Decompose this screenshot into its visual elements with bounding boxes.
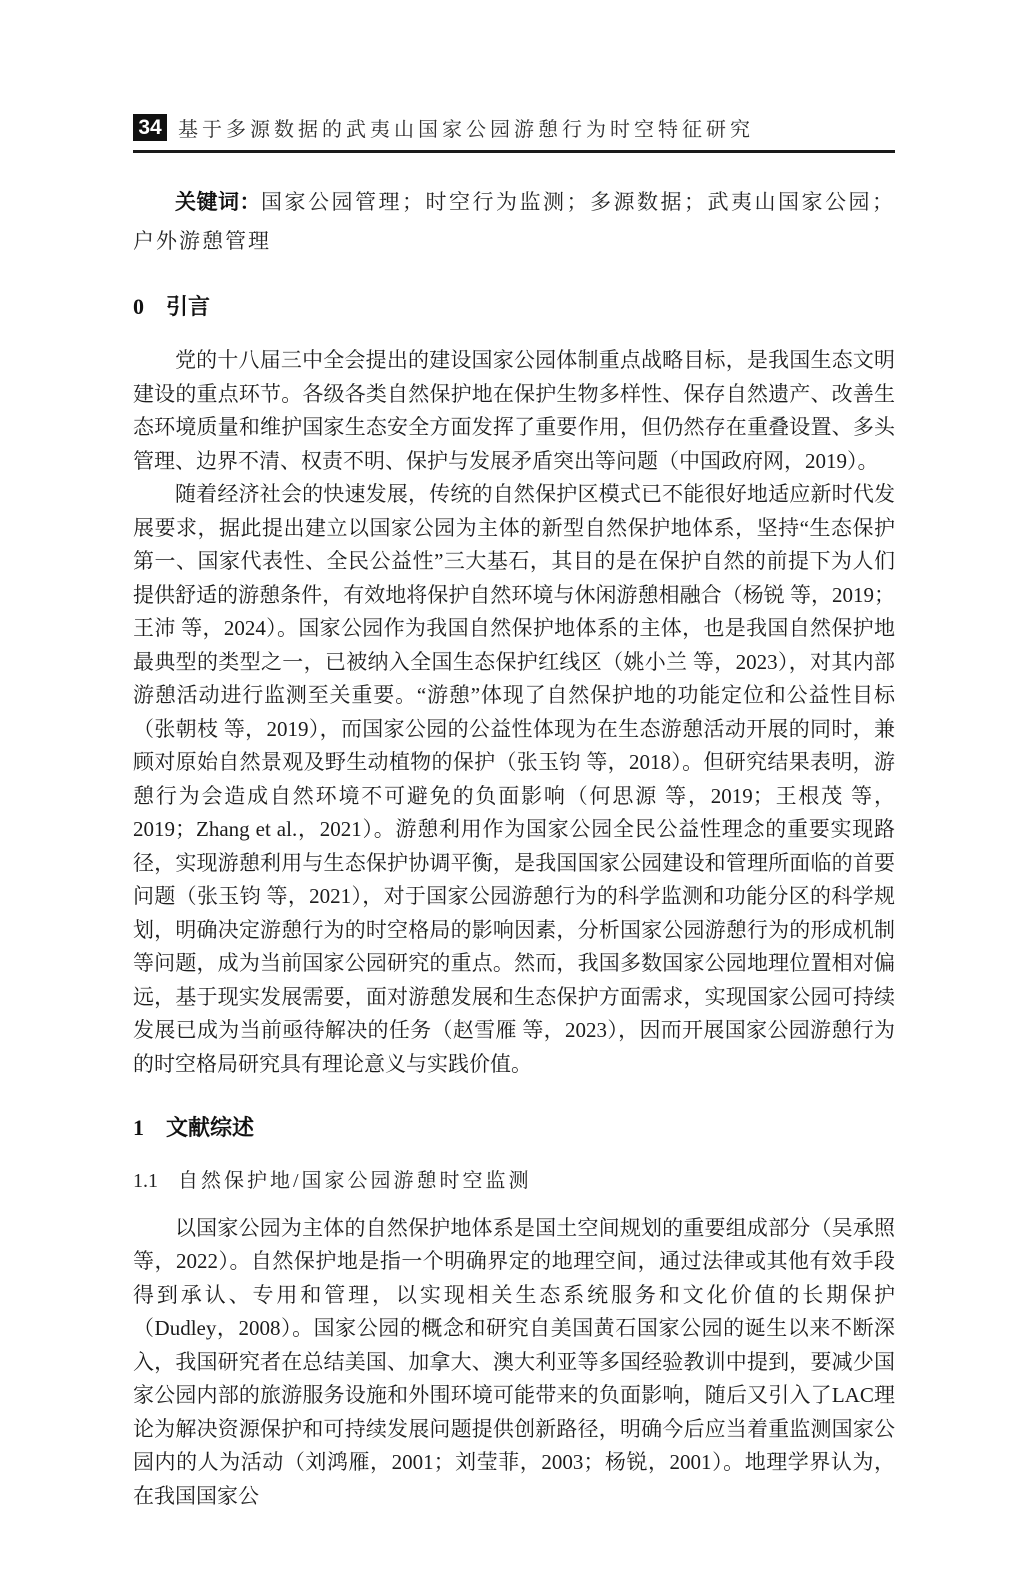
section-heading-literature-review	[133, 1115, 895, 1141]
keywords-paragraph	[133, 183, 895, 260]
section-number: 1	[133, 1115, 144, 1141]
section-number: 0	[133, 294, 144, 319]
section-title: 文献综述	[166, 1115, 255, 1141]
section-heading-introduction	[133, 294, 895, 320]
subsection-number: 1.1	[133, 1169, 158, 1192]
section-title: 引言	[166, 294, 211, 319]
keywords-text: 国家公园管理；时空行为监测；多源数据；武夷山国家公园；户外游憩管理	[133, 190, 895, 253]
keywords-label: 关键词：	[175, 191, 261, 214]
running-title: 基于多源数据的武夷山国家公园游憩行为时空特征研究	[178, 119, 754, 141]
paragraph-lit-review-1: 以国家公园为主体的自然保护地体系是国土空间规划的重要组成部分（吴承照 等，2022）。自然保护地是指一个明确界定的地理空间，通过法律或其他有效手段得到承认、专用和管理，以实现相关生态系统服务和文化价值的长期保护（Dudley，2008）。国家公园的概念和研究自美国黄石国家公园的诞生以来不断深入，我国研究者在总结美国、加拿大、澳大利亚等多国经验教训中提到，要减少国家公园内部的旅游服务设施和外围环境可能带来的负面影响，随后又引入了LAC理论为解决资源保护和可持续发展问题提供创新路径，明确今后应当着重监测国家公园内的人为活动（刘鸿雁，2001；刘莹菲，2003；杨锐，2001）。地理学界认为，在我国国家公	[133, 1215, 895, 1508]
subsection-heading-1-1	[133, 1168, 895, 1194]
page-number-badge: 34	[133, 114, 167, 141]
paragraph-intro-1: 党的十八届三中全会提出的建设国家公园体制重点战略目标，是我国生态文明建设的重点环节。各级各类自然保护地在保护生物多样性、保存自然遗产、改善生态环境质量和维护国家生态安全方面发挥了重要作用，但仍然存在重叠设置、多头管理、边界不清、权责不明、保护与发展矛盾突出等问题（中国政府网，2019）。	[133, 348, 895, 473]
paragraph-intro-2: 随着经济社会的快速发展，传统的自然保护区模式已不能很好地适应新时代发展要求，据此提出建立以国家公园为主体的新型自然保护地体系，坚持“生态保护第一、国家代表性、全民公益性”三大基石，其目的是在保护自然的前提下为人们提供舒适的游憩条件，有效地将保护自然环境与休闲游憩相融合（杨锐 等，2019；王沛 等，2024）。国家公园作为我国自然保护地体系的主体，也是我国自然保护地最典型的类型之一，已被纳入全国生态保护红线区（姚小兰 等，2023），对其内部游憩活动进行监测至关重要。“游憩”体现了自然保护地的功能定位和公益性目标（张朝枝 等，2019），而国家公园的公益性体现为在生态游憩活动开展的同时，兼顾对原始自然景观及野生动植物的保护（张玉钧 等，2018）。但研究结果表明，游憩行为会造成自然环境不可避免的负面影响（何思源 等，2019；王根茂 等，2019；Zhang et al.，2021）。游憩利用作为国家公园全民公益性理念的重要实现路径，实现游憩利用与生态保护协调平衡，是我国国家公园建设和管理所面临的首要问题（张玉钧 等，2021），对于国家公园游憩行为的科学监测和功能分区的科学规划，明确决定游憩行为的时空格局的影响因素，分析国家公园游憩行为的形成机制等问题，成为当前国家公园研究的重点。然而，我国多数国家公园地理位置相对偏远，基于现实发展需要，面对游憩发展和生态保护方面需求，实现国家公园可持续发展已成为当前亟待解决的任务（赵雪雁 等，2023），因而开展国家公园游憩行为的时空格局研究具有理论意义与实践价值。	[133, 482, 895, 1076]
page-header	[133, 113, 895, 153]
subsection-title: 自然保护地/国家公园游憩时空监测	[178, 1169, 532, 1192]
